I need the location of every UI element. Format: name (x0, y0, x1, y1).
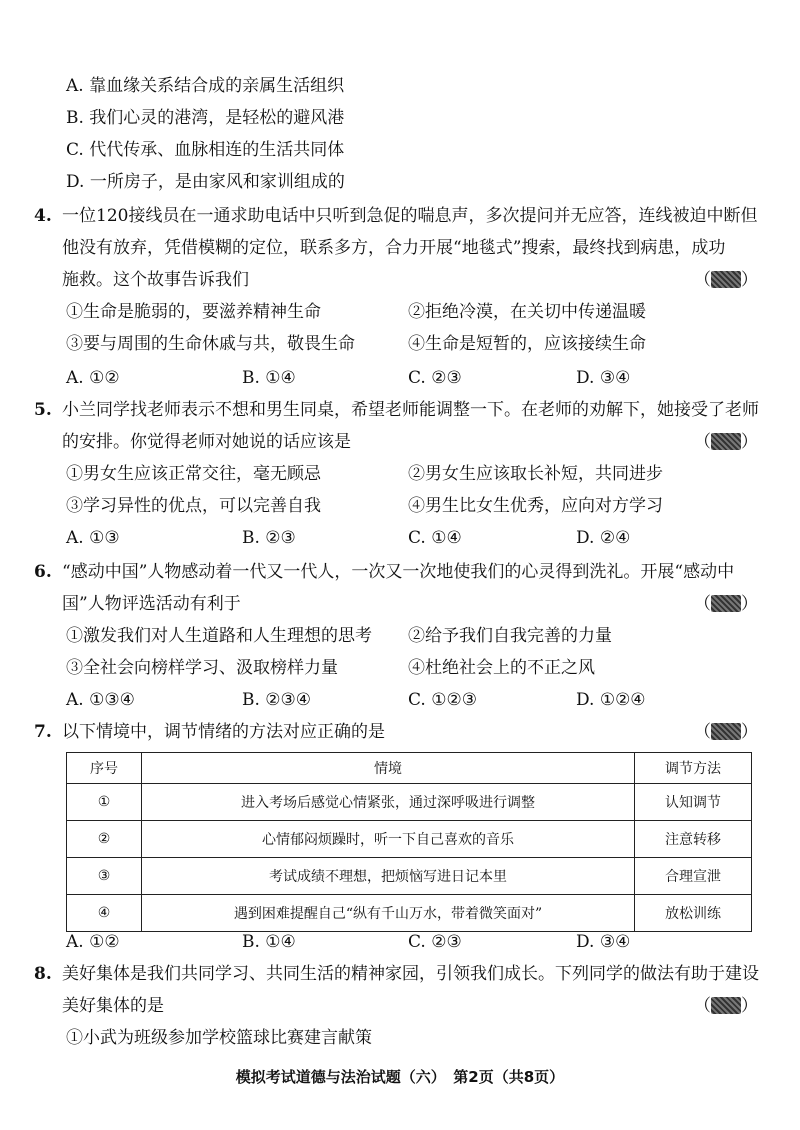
q5-number: 5. (34, 400, 52, 420)
row-method: 放松训练 (635, 895, 752, 932)
q7-situation-table (66, 752, 752, 932)
q6-number: 6. (34, 562, 52, 582)
row-situation: 心情郁闷烦躁时，听一下自己喜欢的音乐 (142, 821, 635, 858)
q5-statement-3: ③学习异性的优点，可以完善自我 (66, 496, 321, 516)
q6-choice-a[interactable]: A. ①③④ (66, 690, 135, 710)
q6-statement-2: ②给予我们自我完善的力量 (408, 626, 612, 646)
q4-stem-line3: 施救。这个故事告诉我们 (62, 270, 249, 290)
redaction-mark (711, 595, 741, 612)
header-situation: 情境 (142, 753, 635, 784)
q6-choice-c[interactable]: C. ①②③ (408, 690, 477, 710)
row-method: 认知调节 (635, 784, 752, 821)
q7-number: 7. (34, 722, 52, 742)
q7-choice-b[interactable]: B. ①④ (242, 932, 296, 952)
q4-answer-bracket[interactable]: （ ） (694, 270, 758, 290)
row-method: 注意转移 (635, 821, 752, 858)
q4-statement-1: ①生命是脆弱的，要滋养精神生命 (66, 302, 321, 322)
q7-stem-line1: 以下情境中，调节情绪的方法对应正确的是 (62, 722, 385, 742)
q6-answer-bracket[interactable]: （ ） (694, 594, 758, 614)
q7-answer-bracket[interactable]: （ ） (694, 722, 758, 742)
redaction-mark (711, 997, 741, 1014)
table-row (67, 858, 752, 895)
q8-number: 8. (34, 964, 52, 984)
redaction-mark (711, 271, 741, 288)
q3-option-a: A. 靠血缘关系结合成的亲属生活组织 (66, 76, 345, 96)
row-number: ② (67, 821, 142, 858)
q5-stem-line2: 的安排。你觉得老师对她说的话应该是 (62, 432, 351, 452)
q4-choice-d[interactable]: D. ③④ (576, 368, 631, 388)
q4-choice-c[interactable]: C. ②③ (408, 368, 462, 388)
q5-choice-c[interactable]: C. ①④ (408, 528, 462, 548)
q5-answer-bracket[interactable]: （ ） (694, 432, 758, 452)
q4-statement-3: ③要与周围的生命休戚与共，敬畏生命 (66, 334, 355, 354)
q5-choice-a[interactable]: A. ①③ (66, 528, 120, 548)
table-row (67, 821, 752, 858)
row-method: 合理宣泄 (635, 858, 752, 895)
q7-choice-a[interactable]: A. ①② (66, 932, 120, 952)
row-situation: 进入考场后感觉心情紧张，通过深呼吸进行调整 (142, 784, 635, 821)
row-number: ④ (67, 895, 142, 932)
q6-statement-3: ③全社会向榜样学习、汲取榜样力量 (66, 658, 338, 678)
table-row (67, 895, 752, 932)
q4-statement-4: ④生命是短暂的，应该接续生命 (408, 334, 646, 354)
row-number: ③ (67, 858, 142, 895)
redaction-mark (711, 433, 741, 450)
row-situation: 遇到困难提醒自己“纵有千山万水，带着微笑面对” (142, 895, 635, 932)
q5-choice-b[interactable]: B. ②③ (242, 528, 296, 548)
q4-choice-b[interactable]: B. ①④ (242, 368, 296, 388)
q6-choice-b[interactable]: B. ②③④ (242, 690, 312, 710)
q8-statement-1: ①小武为班级参加学校篮球比赛建言献策 (66, 1028, 372, 1048)
header-method: 调节方法 (635, 753, 752, 784)
q3-option-c: C. 代代传承、血脉相连的生活共同体 (66, 140, 345, 160)
q4-stem-line2: 他没有放弃，凭借模糊的定位，联系多方，合力开展“地毯式”搜索，最终找到病患，成功 (62, 238, 726, 258)
table-header-row (67, 753, 752, 784)
q4-number: 4. (34, 206, 52, 226)
q4-statement-2: ②拒绝冷漠，在关切中传递温暖 (408, 302, 646, 322)
q7-choice-c[interactable]: C. ②③ (408, 932, 462, 952)
q4-stem-line1: 一位120接线员在一通求助电话中只听到急促的喘息声，多次提问并无应答，连线被迫中断但 (62, 206, 758, 226)
row-number: ① (67, 784, 142, 821)
q5-stem-line1: 小兰同学找老师表示不想和男生同桌，希望老师能调整一下。在老师的劝解下，她接受了老师 (62, 400, 759, 420)
q6-statement-1: ①激发我们对人生道路和人生理想的思考 (66, 626, 372, 646)
row-situation: 考试成绩不理想，把烦恼写进日记本里 (142, 858, 635, 895)
q7-choice-d[interactable]: D. ③④ (576, 932, 631, 952)
q3-option-b: B. 我们心灵的港湾，是轻松的避风港 (66, 108, 345, 128)
q3-option-d: D. 一所房子，是由家风和家训组成的 (66, 172, 345, 192)
q4-choice-a[interactable]: A. ①② (66, 368, 120, 388)
page-footer: 模拟考试道德与法治试题（六） 第2页（共8页） (235, 1068, 565, 1086)
q5-choice-d[interactable]: D. ②④ (576, 528, 631, 548)
q8-stem-line1: 美好集体是我们共同学习、共同生活的精神家园，引领我们成长。下列同学的做法有助于建设 (62, 964, 759, 984)
table-row (67, 784, 752, 821)
q8-stem-line2: 美好集体的是 (62, 996, 164, 1016)
q5-statement-4: ④男生比女生优秀，应向对方学习 (408, 496, 663, 516)
q6-statement-4: ④杜绝社会上的不正之风 (408, 658, 595, 678)
q5-statement-2: ②男女生应该取长补短，共同进步 (408, 464, 663, 484)
q6-stem-line2: 国”人物评选活动有利于 (62, 594, 241, 614)
q8-answer-bracket[interactable]: （ ） (694, 996, 758, 1016)
header-number: 序号 (67, 753, 142, 784)
q6-stem-line1: “感动中国”人物感动着一代又一代人，一次又一次地使我们的心灵得到洗礼。开展“感动中 (62, 562, 735, 582)
q6-choice-d[interactable]: D. ①②④ (576, 690, 646, 710)
redaction-mark (711, 723, 741, 740)
q5-statement-1: ①男女生应该正常交往，毫无顾忌 (66, 464, 321, 484)
